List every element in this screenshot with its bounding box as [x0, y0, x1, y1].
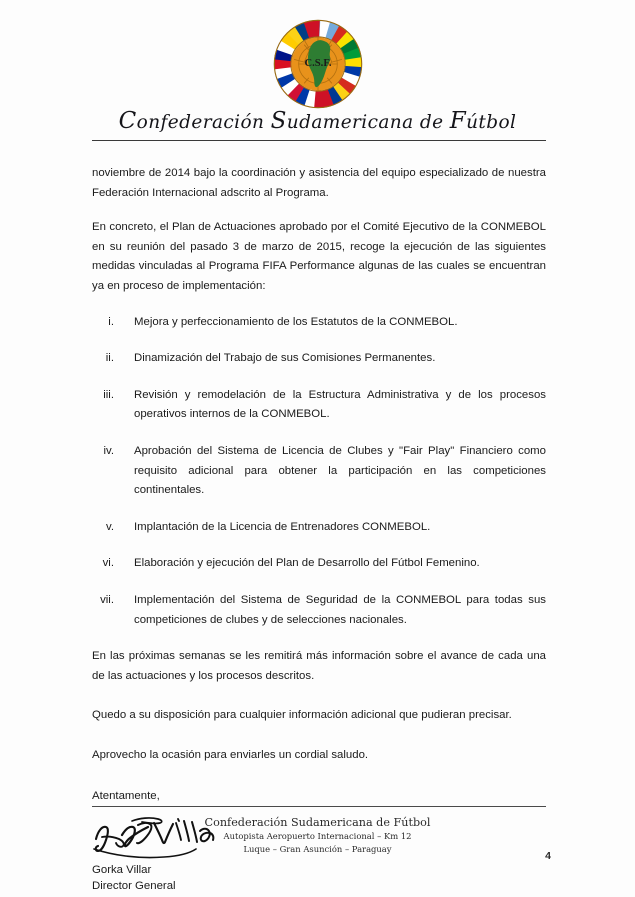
- closing-paragraphs: [92, 647, 546, 765]
- organization-name-script: [0, 108, 635, 134]
- measure-item-i: [92, 313, 546, 333]
- org-name-part-3: útbol: [466, 112, 517, 133]
- org-name-cap-1: C: [118, 108, 137, 134]
- letter-body: [92, 164, 546, 891]
- paragraph-cordial-saludo: Aprovecho la ocasión para enviarles un cordial saludo.: [92, 748, 369, 761]
- org-name-part-1: onfederación: [136, 112, 271, 133]
- footer-org-name: Confederación Sudamericana de Fútbol: [204, 816, 431, 829]
- measures-list: [92, 313, 546, 631]
- signatory-name: Gorka Villar: [92, 864, 152, 877]
- paragraph-continuation: noviembre de 2014 bajo la coordinación y asistencia del equipo especializado de nuestra Federación Internacional adscrito al Programa.: [92, 167, 546, 199]
- measure-numeral: i.: [108, 315, 114, 328]
- measure-text: Elaboración y ejecución del Plan de Desarrollo del Fútbol Femenino.: [134, 557, 480, 570]
- measure-item-ii: [92, 349, 546, 369]
- footer: [0, 815, 635, 855]
- signatory-title: Director General: [92, 880, 176, 893]
- paragraph-plan-actuaciones: En concreto, el Plan de Actuaciones aprobado por el Comité Ejecutivo de la CONMEBOL en su reunión del pasado 3 de marzo de 2015, recoge la ejecución de las siguientes medidas vinculadas al Programa FIFA Performance algunas de las cuales se encuentran ya en proceso de implementación:: [92, 221, 546, 292]
- org-name-cap-2: S: [270, 108, 287, 134]
- measure-numeral: v.: [105, 520, 114, 533]
- footer-address-line-2: Luque – Gran Asunción – Paraguay: [243, 843, 392, 854]
- header-divider-rule: [92, 140, 546, 141]
- footer-address-line-1: Autopista Aeropuerto Internacional – Km 12: [223, 831, 412, 841]
- measure-text: Revisión y remodelación de la Estructura Administrativa y de los procesos operativos internos de la CONMEBOL.: [134, 388, 546, 421]
- logo-graphic: [272, 18, 364, 110]
- measure-text: Mejora y perfeccionamiento de los Estatutos de la CONMEBOL.: [134, 315, 458, 328]
- measure-item-iv: [92, 442, 546, 501]
- measure-item-vi: [92, 554, 546, 574]
- measure-numeral: vii.: [100, 593, 114, 606]
- salutation: Atentamente,: [92, 790, 160, 803]
- measure-numeral: iii.: [103, 388, 114, 401]
- paragraph-disposicion: Quedo a su disposición para cualquier información adicional que pudieran precisar.: [92, 709, 512, 722]
- letterhead: [0, 0, 635, 150]
- measure-item-v: [92, 518, 546, 538]
- org-name-cap-3: F: [449, 108, 467, 134]
- measure-item-vii: [92, 591, 546, 630]
- measure-item-iii: [92, 386, 546, 425]
- measure-text: Implementación del Sistema de Seguridad de la CONMEBOL para todas sus competiciones de clubes y de selecciones nacionales.: [134, 593, 546, 626]
- measure-text: Implantación de la Licencia de Entrenadores CONMEBOL.: [134, 520, 431, 533]
- measure-numeral: vi.: [102, 557, 114, 570]
- measure-numeral: iv.: [103, 444, 114, 457]
- page-number: 4: [545, 850, 551, 862]
- footer-divider-rule: [92, 806, 546, 807]
- paragraph-proximas-semanas: En las próximas semanas se les remitirá más información sobre el avance de cada una de las actuaciones y los procesos descritos.: [92, 650, 546, 682]
- measure-text: Dinamización del Trabajo de sus Comisiones Permanentes.: [134, 352, 436, 365]
- logo-monogram: C.S.F.: [304, 57, 331, 69]
- org-name-part-2: udamericana de: [286, 112, 450, 133]
- measure-numeral: ii.: [105, 352, 114, 365]
- conmebol-csf-logo: [272, 18, 364, 110]
- measure-text: Aprobación del Sistema de Licencia de Clubes y "Fair Play" Financiero como requisito adicional para obtener la participación en las competiciones continentales.: [134, 444, 546, 497]
